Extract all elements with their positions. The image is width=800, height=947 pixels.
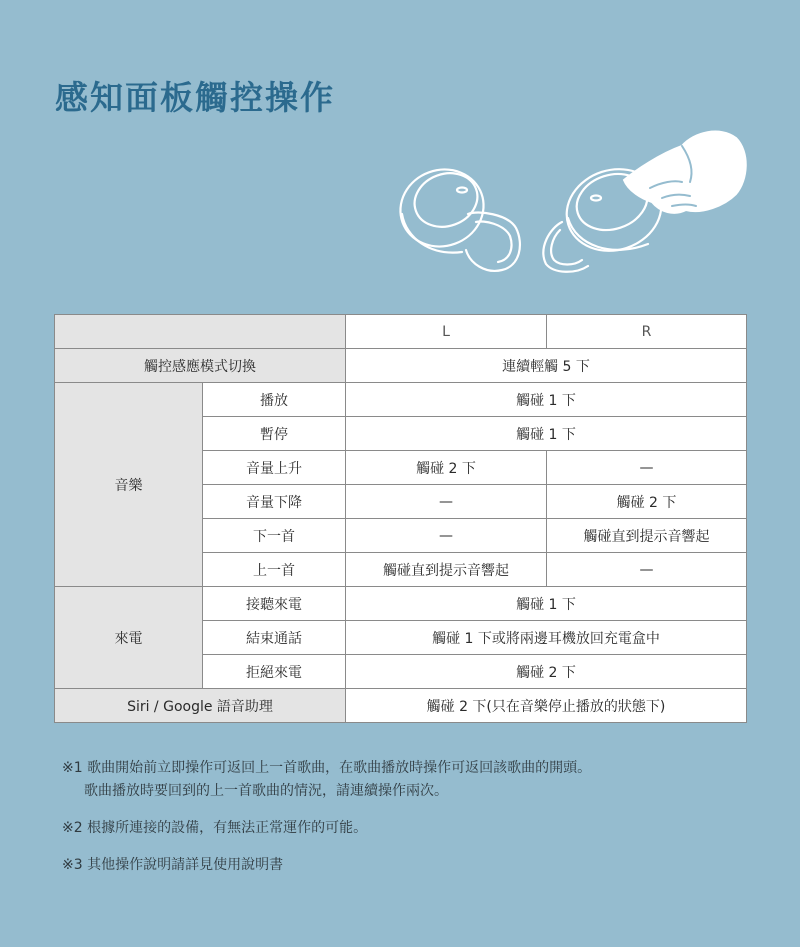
right-value: — [547,553,747,587]
header-corner [55,315,346,349]
action-value: 觸碰 1 下 [346,417,747,451]
action-value: 觸碰 2 下 [346,655,747,689]
action-label: 結束通話 [203,621,346,655]
table-header-row [55,315,747,349]
touch-operation-table [54,314,747,723]
header-left: L [346,315,547,349]
right-value: 觸碰 2 下 [547,485,747,519]
action-label: 上一首 [203,553,346,587]
footnote [62,817,762,840]
right-value: 觸碰直到提示音響起 [547,519,747,553]
music-group-label: 音樂 [55,383,203,587]
footnotes [62,757,762,891]
action-value: 觸碰 1 下 [346,383,747,417]
footnote-text: ※1 歌曲開始前立即操作可返回上一首歌曲，在歌曲播放時操作可返回該歌曲的開頭。 [62,760,592,776]
action-label: 播放 [203,383,346,417]
mode-switch-label: 觸控感應模式切換 [55,349,346,383]
action-value: 觸碰 1 下 [346,587,747,621]
action-label: 接聽來電 [203,587,346,621]
header-right: R [547,315,747,349]
assistant-label: Siri / Google 語音助理 [55,689,346,723]
action-label: 音量上升 [203,451,346,485]
earbuds-illustration [390,118,750,278]
action-value: 觸碰 1 下或將兩邊耳機放回充電盒中 [346,621,747,655]
action-label: 音量下降 [203,485,346,519]
action-label: 下一首 [203,519,346,553]
footnote [62,854,762,877]
left-value: — [346,519,547,553]
table-row [55,383,747,417]
table-row [55,349,747,383]
action-label: 拒絕來電 [203,655,346,689]
mode-switch-value: 連續輕觸 5 下 [346,349,747,383]
footnote-text: ※3 其他操作說明請詳見使用說明書 [62,857,284,873]
left-value: 觸碰直到提示音響起 [346,553,547,587]
page-title: 感知面板觸控操作 [55,78,335,117]
call-group-label: 來電 [55,587,203,689]
footnote [62,757,762,803]
left-value: 觸碰 2 下 [346,451,547,485]
footnote-text: ※2 根據所連接的設備，有無法正常運作的可能。 [62,820,368,836]
right-value: — [547,451,747,485]
table-row [55,587,747,621]
assistant-value: 觸碰 2 下(只在音樂停止播放的狀態下) [346,689,747,723]
left-value: — [346,485,547,519]
footnote-continuation: 歌曲播放時要回到的上一首歌曲的情況，請連續操作兩次。 [84,783,448,799]
action-label: 暫停 [203,417,346,451]
table-row [55,689,747,723]
